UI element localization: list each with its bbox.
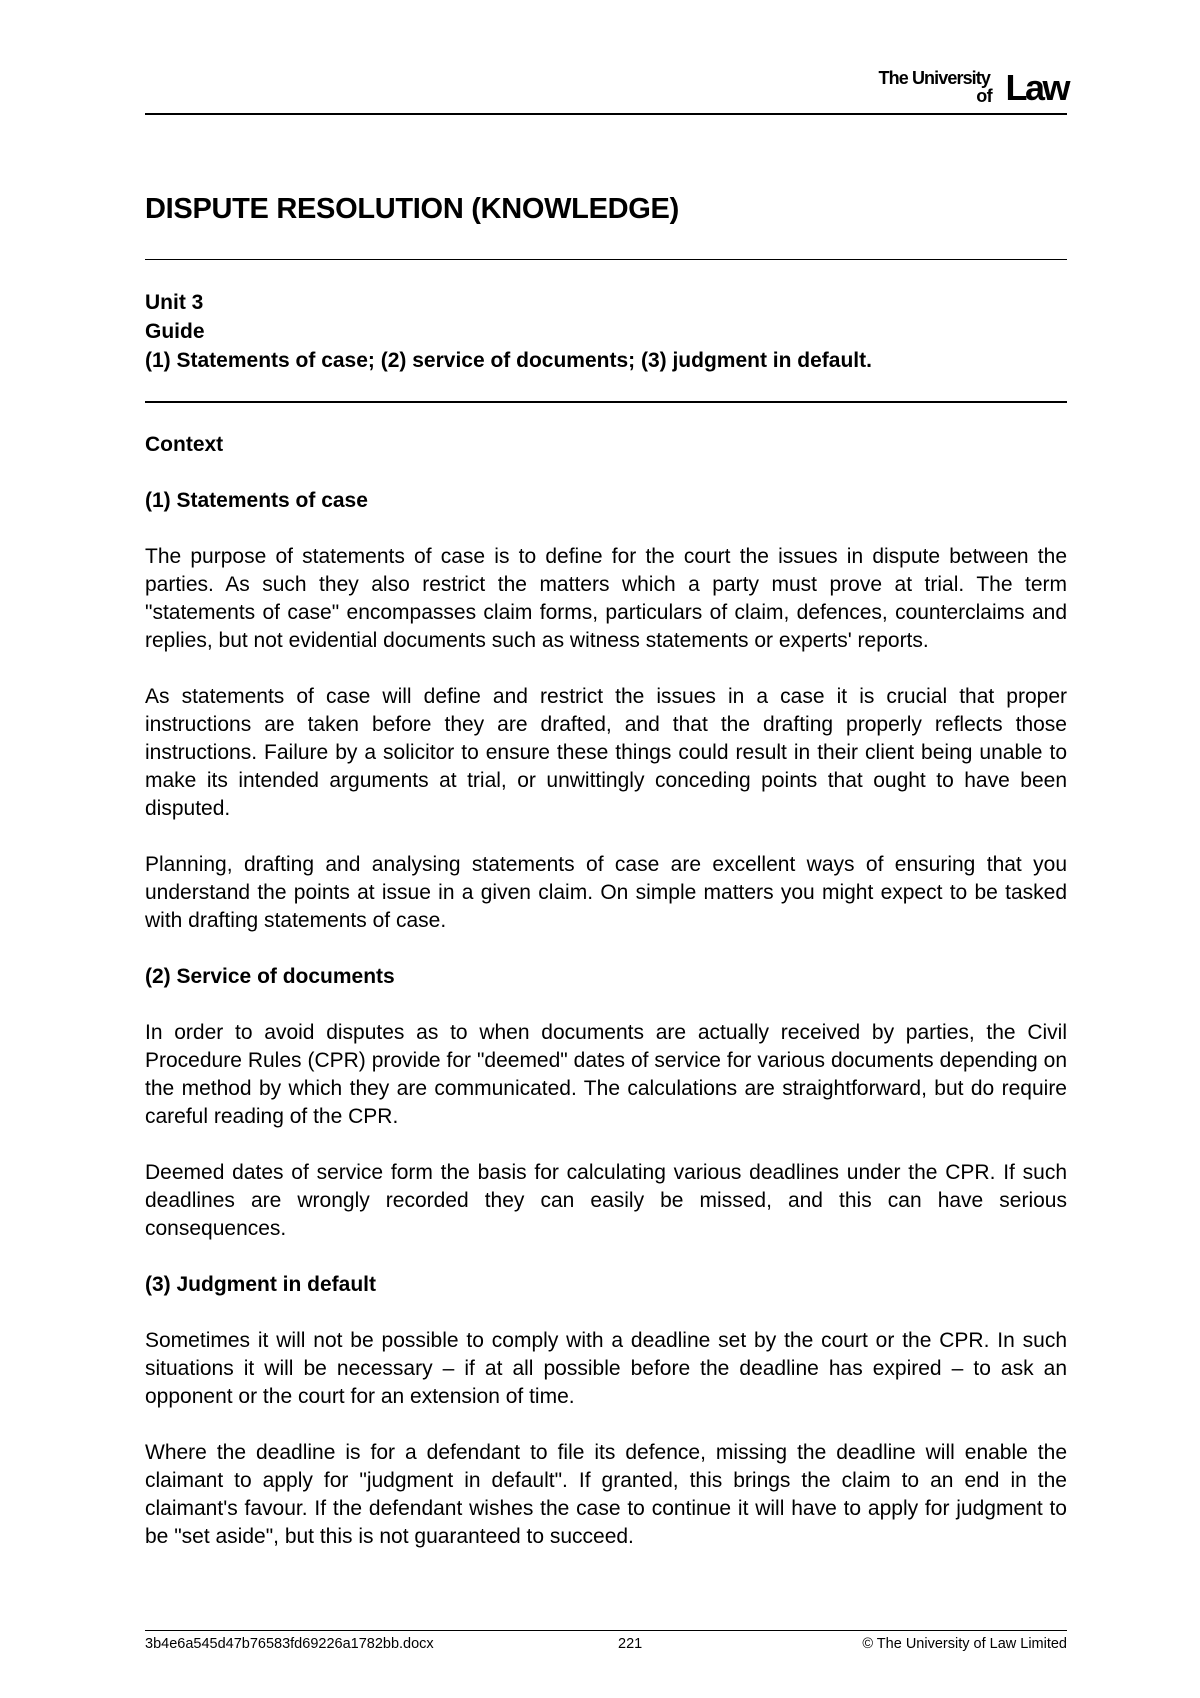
page-footer [145, 1636, 1067, 1656]
context-heading: Context [145, 433, 224, 456]
header-rule [145, 113, 1067, 115]
unit-block [145, 288, 872, 375]
section-2-paragraph-1: In order to avoid disputes as to when documents are actually received by parties, the Civil Procedure Rules (CPR) provide for "deemed" dates of service for various documents depending on the method by which they are communicated. The calculations are straightforward, but do require careful reading of the CPR. [145, 1021, 1067, 1128]
footer-copyright: © The University of Law Limited [862, 1636, 1067, 1652]
section-1-paragraph-1: The purpose of statements of case is to define for the court the issues in dispute between the parties. As such they also restrict the matters which a party must prove at trial. The term "statements of case" encompasses claim forms, particulars of claim, defences, counterclaims and replies, but not evidential documents such as witness statements or experts' reports. [145, 545, 1067, 652]
unit-type: Guide [145, 320, 205, 343]
footer-filename: 3b4e6a545d47b76583fd69226a1782bb.docx [145, 1636, 434, 1652]
section-3-paragraph-1: Sometimes it will not be possible to comply with a deadline set by the court or the CPR. In such situations it will be necessary – if at all possible before the deadline has expired – to ask an opponent or the court for an extension of time. [145, 1329, 1067, 1408]
title-rule [145, 259, 1067, 260]
footer-rule [145, 1630, 1067, 1631]
footer-page-number: 221 [618, 1636, 643, 1652]
section-3-paragraph-2: Where the deadline is for a defendant to file its defence, missing the deadline will enable the claimant to apply for "judgment in default". If granted, this brings the claim to an end in the claimant's favour. If the defendant wishes the case to continue it will have to apply for judgment to be "set aside", but this is not guaranteed to succeed. [145, 1441, 1067, 1548]
document-title: DISPUTE RESOLUTION (KNOWLEDGE) [145, 193, 679, 225]
unit-number: Unit 3 [145, 291, 204, 314]
logo-line-2: of [976, 86, 992, 106]
section-3-heading: (3) Judgment in default [145, 1273, 376, 1296]
section-2-paragraph-2: Deemed dates of service form the basis for calculating various deadlines under the CPR. If such deadlines are wrongly recorded they can easily be missed, and this can have serious consequences. [145, 1161, 1067, 1240]
logo-line-1: The University [878, 68, 990, 88]
unit-rule [145, 401, 1067, 403]
section-1-paragraph-3: Planning, drafting and analysing statements of case are excellent ways of ensuring that you understand the points at issue in a given claim. On simple matters you might expect to be tasked with drafting statements of case. [145, 853, 1067, 932]
section-1-paragraph-2: As statements of case will define and restrict the issues in a case it is crucial that proper instructions are taken before they are drafted, and that the drafting properly reflects those instructions. Failure by a solicitor to ensure these things could result in their client being unable to make its intended arguments at trial, or unwittingly conceding points that ought to have been disputed. [145, 685, 1067, 820]
document-body [145, 431, 1067, 1579]
university-logo [858, 66, 1068, 106]
logo-line-3: Law [1005, 67, 1068, 108]
section-2-heading: (2) Service of documents [145, 965, 395, 988]
section-1-heading: (1) Statements of case [145, 489, 368, 512]
unit-topics: (1) Statements of case; (2) service of documents; (3) judgment in default. [145, 349, 872, 372]
